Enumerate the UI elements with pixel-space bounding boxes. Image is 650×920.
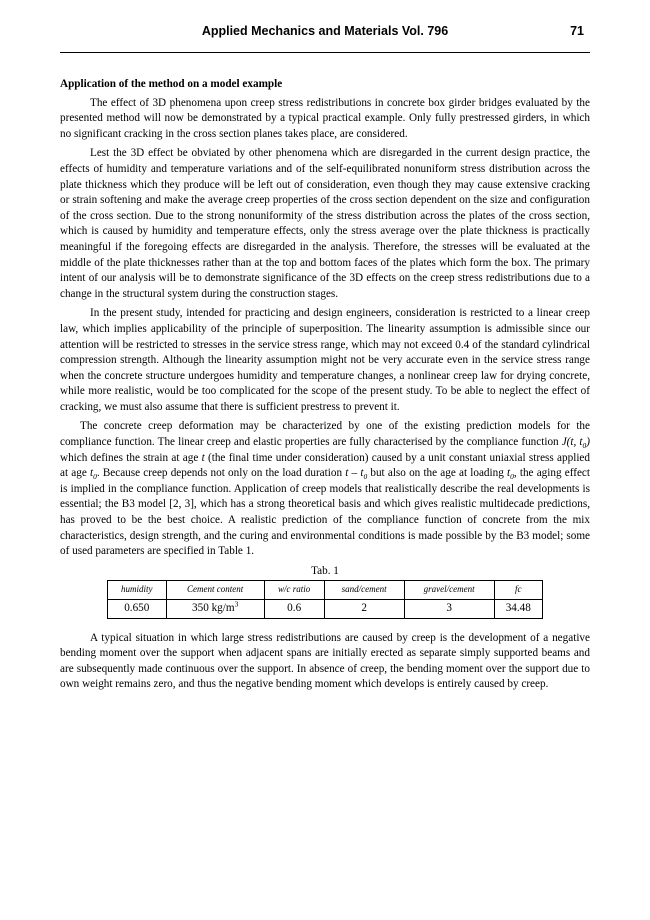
p4-text: which defines the strain at age: [60, 451, 202, 464]
header-humidity: humidity: [108, 581, 167, 600]
subscript: 0: [582, 441, 587, 451]
cell-fc: 34.48: [494, 600, 542, 619]
cell-gravel-cement: 3: [404, 600, 494, 619]
paragraph-2: Lest the 3D effect be obviated by other phenomena which are disregarded in the current design practice, the effects of humidity and temperature variations and of the self-equilibrated nonuniform stress distribution across the plate thickness which they produce will be left out of consideration, even though they may cause extensive cracking or strain softening and make the average creep properties of the cross section dependent on the size and configuration of the cross section. Due to the strong nonuniformity of the stress distribution across the plates of the cross section, which is caused by humidity and temperature effects, only the stress average over the plate thickness is practically meaningful if the foregoing effects are disregarded in the analysis. Therefore, the stresses will be evaluated at the middle of the plate thicknesses rather than at the top and bottom faces of the plates which form the box. The primary intent of our analysis will be to demonstrate significance of the 3D effects on the creep stress redistributions due to a change in the structural system during the construction stages.: [60, 147, 590, 300]
p4-text: (the final time under consideration) caused by a unit constant uniaxial stress applied at age: [60, 451, 590, 480]
symbol-t: t: [89, 467, 94, 480]
p4-text: but also on the age at loading: [367, 467, 508, 480]
cell-sand-cement: 2: [324, 600, 404, 619]
cement-value: 350 kg/m: [192, 602, 235, 614]
table-caption: Tab. 1: [311, 564, 339, 577]
header-gravel-cement: gravel/cement: [404, 581, 494, 600]
parameters-table: [107, 580, 543, 618]
compliance-symbol-text: J(t, t: [561, 436, 583, 449]
paragraph-1: The effect of 3D phenomena upon creep stress redistributions in concrete box girder bridges evaluated by the presented method will now be demonstrated by a typical practical example. Only fully prestressed girders, in which no significant cracking in the cross section planes takes place, are considered.: [60, 96, 590, 140]
p4-text: The concrete creep deformation may be characterized by one of the existing prediction models for the compliance function. The linear creep and elastic properties are fully characterised by the compliance function: [60, 420, 590, 449]
p4-text: , the aging effect is implied in the compliance function. Application of creep models that realistically describe the real developments is essential; the B3 model [2, 3], which has a strong theoretical basis and which gives realistic multidecade predictions, has proved to be the best choice. A realistic prediction of the compliance function of concrete from the mix characteristics, design strength, and the curing and environmental conditions is made possible by the B3 model; some of used parameters are specified in Table 1.: [60, 467, 591, 558]
symbol-t: t: [360, 467, 364, 480]
running-header: [60, 24, 590, 53]
p4-text: . Because creep depends not only on the load duration: [96, 467, 346, 480]
paragraph-5: A typical situation in which large stress redistributions are caused by creep is the development of a negative bending moment over the support when adjacent spans are initially erected as separate simply supported beams and are subsequently made continuous over the support. In absence of creep, the bending moment over the support due to own weight remains zero, and thus the negative bending moment which develops is entirely caused by creep.: [60, 631, 590, 691]
subscript: 0: [510, 472, 514, 482]
paragraph-3: In the present study, intended for practicing and design engineers, consideration is restricted to a linear creep law, which implies applicability of the principle of superposition. The linearity assumption is admissible since our attention will be restricted to stresses in the service stress range, which may not exceed 0.4 of the standard cylindrical compression strength. Although the linearity assumption might not be very accurate even in the service stress range when the concrete structure undergoes humidity and temperature changes, a nonlinear creep law for drying concrete, while more realistic, would be too complicated for the scope of the present study. To be able to neglect the effect of cracking, we must also assume that there is sufficient prestress to prevent it.: [60, 307, 590, 413]
table-row: [108, 600, 543, 619]
cell-wc-ratio: 0.6: [264, 600, 324, 619]
subscript: 0: [363, 472, 368, 482]
page-number: 71: [570, 24, 584, 38]
compliance-symbol: [561, 436, 590, 451]
page-body: [60, 77, 590, 697]
loading-age-symbol: [89, 467, 97, 482]
section-title: Application of the method on a model example: [60, 78, 283, 90]
symbol-t: t: [507, 467, 511, 480]
header-cement-content: Cement content: [166, 581, 264, 600]
paragraph-4: [60, 419, 590, 559]
age-symbol: t: [201, 451, 205, 464]
minus-sign: –: [348, 467, 361, 480]
journal-title: Applied Mechanics and Materials Vol. 796: [201, 24, 449, 38]
superscript: 3: [234, 599, 239, 609]
compliance-symbol-close: ): [586, 436, 590, 449]
cell-humidity: 0.650: [108, 600, 167, 619]
header-sand-cement: sand/cement: [324, 581, 404, 600]
subscript: 0: [93, 472, 97, 482]
cell-cement-content: [166, 600, 264, 619]
table-header-row: [108, 581, 543, 600]
age-symbol: t: [345, 467, 349, 480]
header-wc-ratio: w/c ratio: [264, 581, 324, 600]
header-fc: fc: [494, 581, 542, 600]
loading-age-symbol: [507, 467, 514, 482]
